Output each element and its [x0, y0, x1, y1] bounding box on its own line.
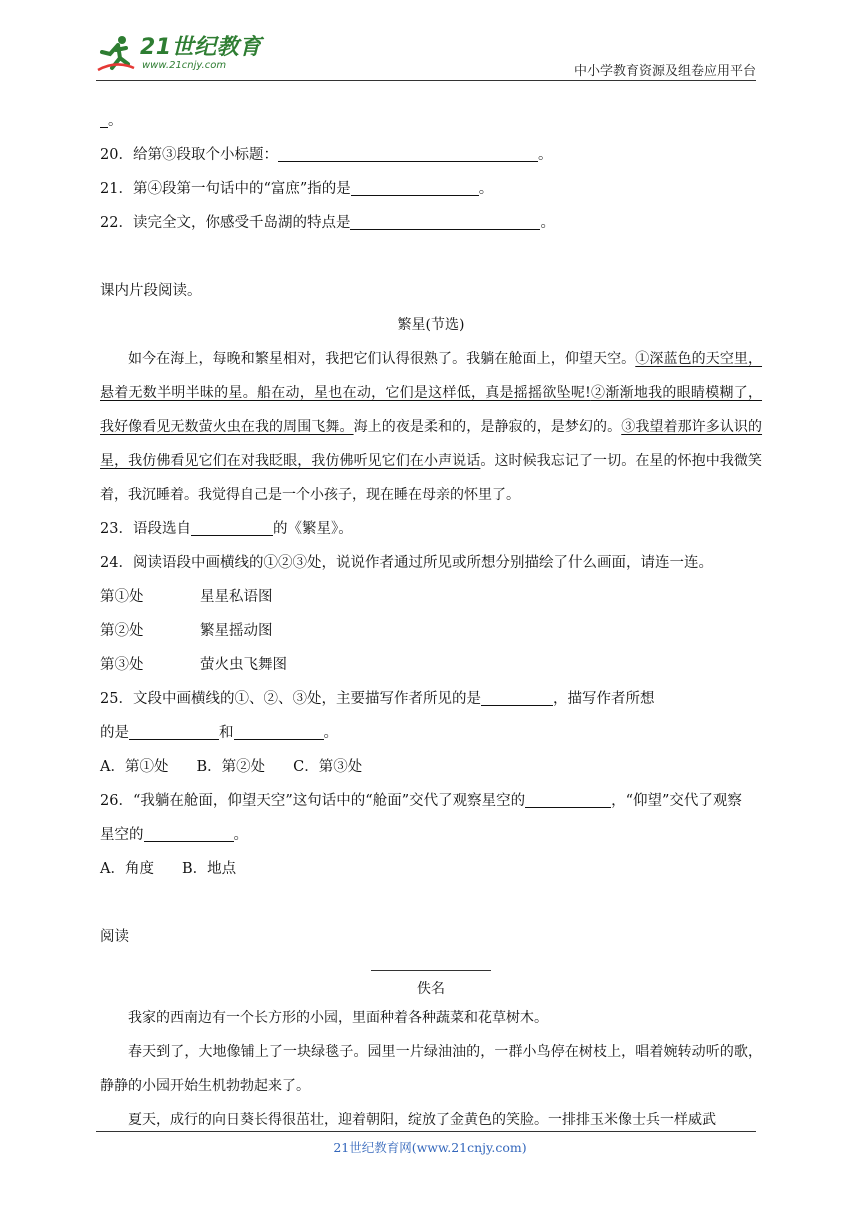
footer-link[interactable]: 21世纪教育网(www.21cnjy.com): [333, 1140, 527, 1155]
answer-blank[interactable]: [234, 721, 324, 740]
options-row: [100, 852, 762, 886]
answer-blank[interactable]: [351, 177, 479, 196]
match-row: 第①处 星星私语图: [100, 589, 273, 605]
answer-blank[interactable]: [100, 109, 108, 128]
option[interactable]: B．地点: [181, 861, 237, 877]
answer-blank[interactable]: [191, 517, 273, 536]
passage-author: 佚名: [417, 981, 445, 997]
answer-blank[interactable]: [350, 211, 540, 230]
passage-paragraph: 如今在海上，每晚和繁星相对，我把它们认得很熟了。我躺在舱面上，仰望天空。①深蓝色的天空里，悬着无数半明半昧的星。船在动，星也在动，它们是这样低，真是摇摇欲坠呢!②渐渐地我的眼睛模糊了，我好像看见无数萤火虫在我的周围飞舞。海上的夜是柔和的，是静寂的，是梦幻的。③我望着那许多认识的星，我仿佛看见它们在对我眨眼，我仿佛听见它们在小声说话。这时候我忘记了一切。在星的怀抱中我微笑着，我沉睡着。我觉得自己是一个小孩子，现在睡在母亲的怀里了。: [100, 351, 763, 503]
underlined-sentence-2: ②渐渐地我的眼睛模糊了，我好像看见无数萤火虫在我的周围飞舞。: [100, 385, 763, 435]
question-20: 20．给第③段取个小标题： 。: [100, 138, 762, 172]
question-26: 26．“我躺在舱面，仰望天空”这句话中的“舱面”交代了观察星空的 ，“仰望”交代了观察: [100, 784, 762, 818]
answer-blank[interactable]: [129, 721, 219, 740]
answer-blank[interactable]: [144, 823, 234, 842]
option[interactable]: A．角度: [100, 861, 154, 877]
match-row: 第③处 萤火虫飞舞图: [100, 657, 287, 673]
title-blank-line: [371, 970, 491, 971]
underlined-sentence-1: ①深蓝色的天空里，悬着无数半明半昧的星。船在动，星也在动，它们是这样低，真是摇摇欲坠呢!: [100, 351, 763, 401]
header-divider: [96, 80, 756, 81]
header-tagline: 中小学教育资源及组卷应用平台: [573, 64, 756, 79]
question-23: 23．语段选自 的《繁星》。: [100, 512, 762, 546]
passage-paragraph: 夏天，成行的向日葵长得很茁壮，迎着朝阳，绽放了金黄色的笑脸。一排排玉米像士兵一样威武: [128, 1112, 716, 1128]
answer-blank[interactable]: [481, 687, 553, 706]
option[interactable]: C．第③处: [293, 759, 363, 775]
section-heading: 课内片段阅读。: [100, 283, 202, 299]
logo-text: 21世纪教育: [140, 35, 262, 60]
document-body: [100, 104, 762, 1137]
question-21: 21．第④段第一句话中的“富庶”指的是 。: [100, 172, 762, 206]
question-22: 22．读完全文，你感受千岛湖的特点是 。: [100, 206, 762, 240]
footer-divider: [96, 1131, 756, 1132]
passage-paragraph: 我家的西南边有一个长方形的小园，里面种着各种蔬菜和花草树木。: [128, 1010, 548, 1026]
match-row: 第②处 繁星摇动图: [100, 623, 273, 639]
options-row: [100, 750, 762, 784]
question-25-cont: 的是 和 。: [100, 716, 762, 750]
running-man-icon: [96, 34, 136, 74]
section-heading: 阅读: [100, 929, 129, 945]
logo-url: www.21cnjy.com: [142, 60, 227, 71]
top-fragment: 。: [100, 104, 762, 138]
passage-paragraph: 春天到了，大地像铺上了一块绿毯子。园里一片绿油油的，一群小鸟停在树枝上，唱着婉转动听的歌，静静的小园开始生机勃勃起来了。: [100, 1044, 762, 1094]
answer-blank[interactable]: [525, 789, 611, 808]
passage-title: 繁星(节选): [397, 317, 465, 333]
question-26-cont: 星空的 。: [100, 818, 762, 852]
option[interactable]: B．第②处: [196, 759, 266, 775]
underlined-sentence-3: ③我望着那许多认识的星，我仿佛看见它们在对我眨眼，我仿佛听见它们在小声说话: [100, 419, 763, 469]
site-logo: [96, 28, 266, 78]
option[interactable]: A．第①处: [100, 759, 169, 775]
question-25: 25．文段中画横线的①、②、③处，主要描写作者所见的是 ，描写作者所想: [100, 682, 762, 716]
answer-blank[interactable]: [278, 143, 538, 162]
question-24: 24．阅读语段中画横线的①②③处，说说作者通过所见或所想分别描绘了什么画面，请连一连。: [100, 555, 713, 571]
